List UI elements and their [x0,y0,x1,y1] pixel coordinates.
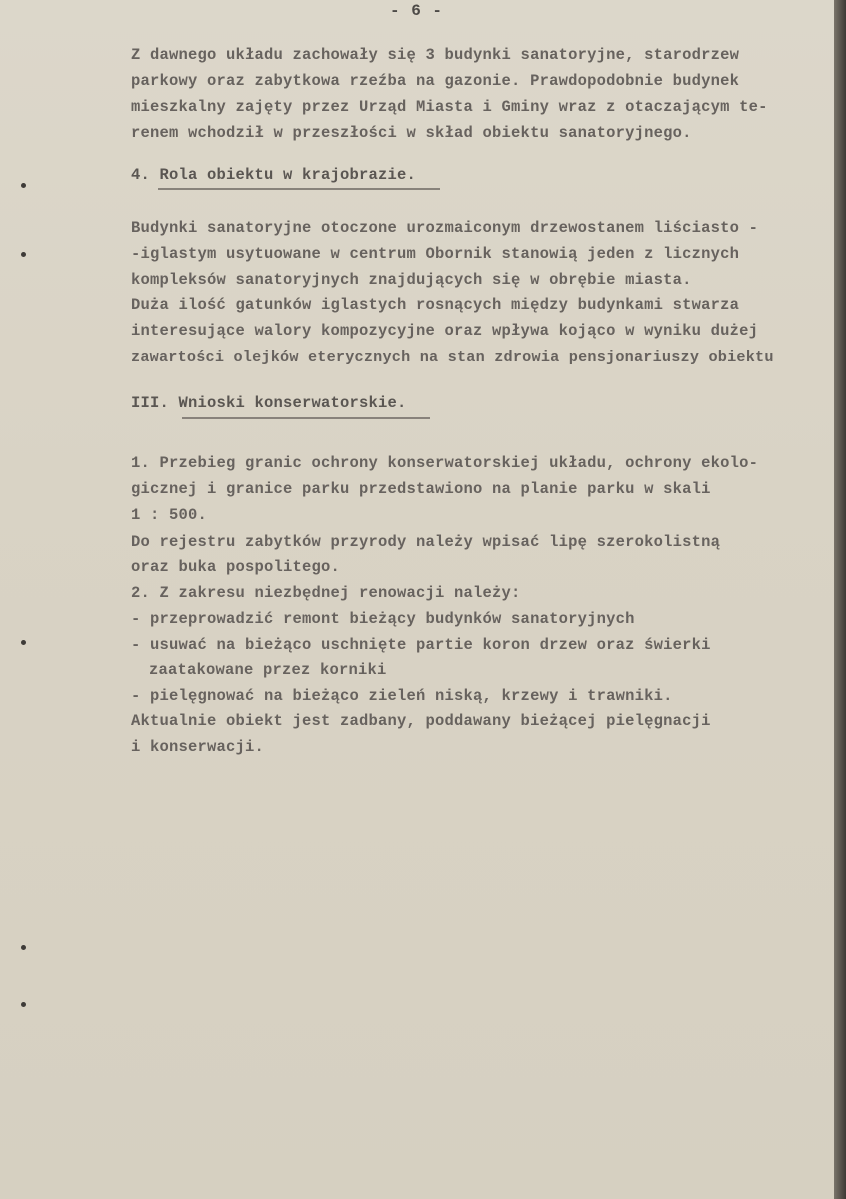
text-line: kompleksów sanatoryjnych znajdujących się w obrębie miasta. [131,271,692,289]
text-line: zawartości olejków eterycznych na stan zdrowia pensjonariuszy obiektu [131,348,774,366]
text-line: zaatakowane przez korniki [149,661,387,679]
section-heading: 4. Rola obiektu w krajobrazie. [131,166,417,184]
section-heading: III. Wnioski konserwatorskie. [131,394,407,412]
text-line: parkowy oraz zabytkowa rzeźba na gazonie. Prawdopodobnie budynek [131,72,740,90]
binder-mark [21,945,26,950]
text-line: 2. Z zakresu niezbędnej renowacji należy: [131,584,521,602]
text-line: Aktualnie obiekt jest zadbany, poddawany bieżącej pielęgnacji [131,712,711,730]
text-line: - pielęgnować na bieżąco zieleń niską, krzewy i trawniki. [131,687,673,705]
binder-mark [21,1002,26,1007]
text-line: gicznej i granice parku przedstawiono na planie parku w skali [131,480,711,498]
text-line: Z dawnego układu zachowały się 3 budynki sanatoryjne, starodrzew [131,46,740,64]
binder-mark [21,640,26,645]
text-line: Do rejestru zabytków przyrody należy wpisać lipę szerokolistną [131,533,721,551]
binder-mark [21,252,26,257]
text-line: oraz buka pospolitego. [131,558,341,576]
text-line: renem wchodził w przeszłości w skład obiektu sanatoryjnego. [131,124,692,142]
text-line: Budynki sanatoryjne otoczone urozmaiconym drzewostanem liściasto - [131,219,759,237]
text-line: - usuwać na bieżąco uschnięte partie koron drzew oraz świerki [131,636,711,654]
text-line: mieszkalny zajęty przez Urząd Miasta i Gminy wraz z otaczającym te- [131,98,768,116]
heading-underline [158,188,440,190]
binder-mark [21,183,26,188]
text-line: 1 : 500. [131,506,208,524]
text-line: -iglastym usytuowane w centrum Obornik stanowią jeden z licznych [131,245,740,263]
text-line: - przeprowadzić remont bieżący budynków sanatoryjnych [131,610,635,628]
text-line: i konserwacji. [131,738,265,756]
page-number: - 6 - [390,2,444,20]
text-line: interesujące walory kompozycyjne oraz wpływa kojąco w wyniku dużej [131,322,759,340]
text-line: Duża ilość gatunków iglastych rosnących między budynkami stwarza [131,296,740,314]
text-line: 1. Przebieg granic ochrony konserwatorskiej układu, ochrony ekolo- [131,454,759,472]
heading-underline [182,417,430,419]
page-edge-shadow [834,0,846,1199]
